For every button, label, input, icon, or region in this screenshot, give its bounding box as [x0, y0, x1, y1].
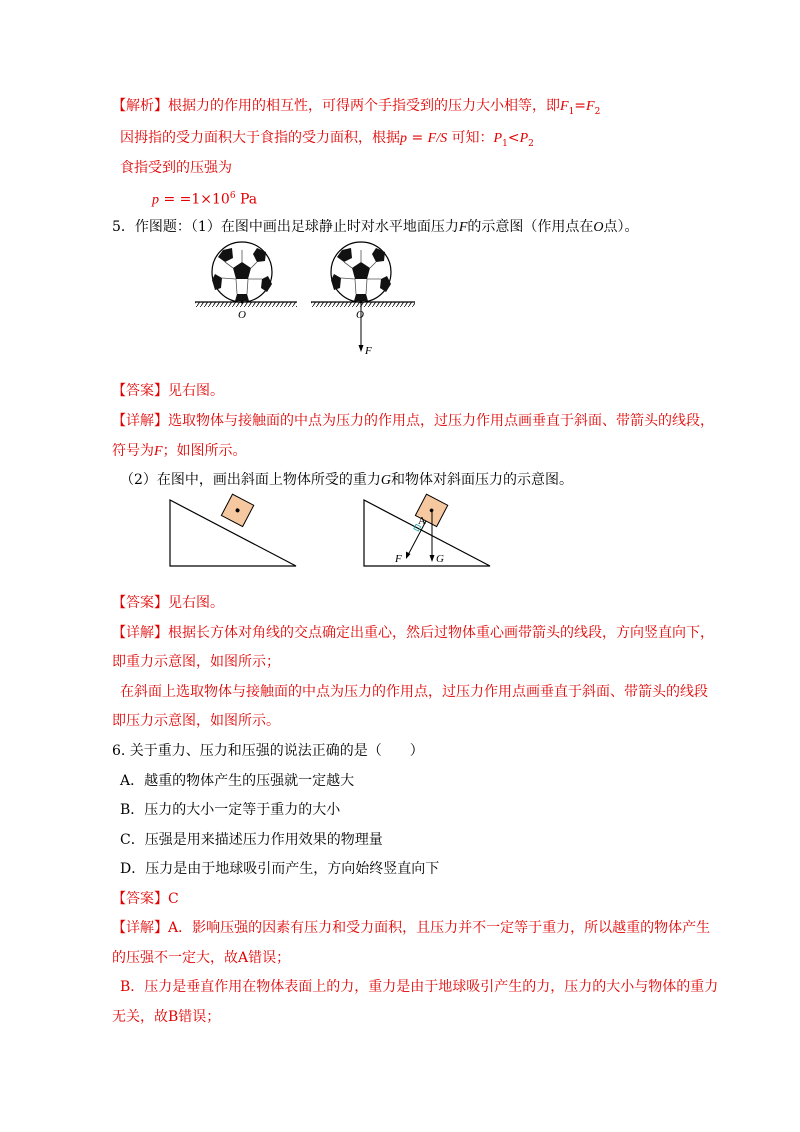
q5-part2-g: G: [380, 473, 392, 488]
equals-sign: =: [574, 98, 587, 114]
gravity-g-label: G: [436, 553, 444, 565]
p2-symbol: P: [519, 131, 529, 146]
detail-1-line-2: [112, 441, 247, 462]
detail-2-tag: 【详解】: [112, 625, 168, 641]
pressure-unit: Pa: [235, 191, 258, 208]
pressure-value: = =1×10: [159, 191, 230, 208]
detail-1-tag: 【详解】: [112, 413, 168, 429]
block-left: [221, 494, 253, 526]
f1-symbol: F: [560, 99, 569, 114]
answer-1: [112, 381, 224, 401]
detail-1-text-2b: ；如图所示。: [162, 443, 247, 459]
answer-2-tag: 【答案】: [112, 595, 168, 611]
q5-stem-text-b: 的示意图（作用点在: [467, 219, 594, 235]
analysis-line-2: [120, 128, 534, 154]
p-symbol: p: [400, 131, 407, 146]
f1-subscript: 1: [568, 106, 575, 117]
answer-1-tag: 【答案】: [112, 383, 168, 399]
q5-part2-stem: [120, 470, 573, 491]
q6-answer-tag: 【答案】: [112, 891, 168, 907]
detail-2-line-1: [112, 623, 714, 643]
q6-detail-a-text: A．影响压强的因素有压力和受力面积，且压力并不一定等于重力，所以越重的物体产生: [168, 920, 711, 936]
q5-stem-o: O: [593, 220, 604, 235]
analysis-text-2: 因拇指的受力面积大于食指的受力面积，根据: [120, 130, 400, 146]
q5-part2-text-b: 和物体对斜面压力的示意图。: [391, 472, 574, 488]
analysis-text-2b: 可知：: [447, 130, 494, 146]
f2-subscript: 2: [594, 106, 601, 117]
q6-option-b: B．压力的大小一定等于重力的大小: [120, 802, 341, 818]
football-right: [331, 242, 391, 302]
point-o-right: O: [356, 309, 364, 321]
equals-text: =: [407, 130, 428, 146]
q5-stem-f: F: [458, 220, 468, 235]
less-than: <: [507, 130, 520, 146]
answer-2: [112, 593, 224, 613]
analysis-text-1: 根据力的作用的相互性，可得两个手指受到的压力大小相等，即: [168, 98, 560, 114]
point-a-label: A: [418, 515, 426, 527]
q6-detail-b-line-2: 无关，故B错误；: [112, 1009, 221, 1025]
force-f-label: F: [365, 345, 372, 357]
q6-detail-b-line-1: B．压力是垂直作用在物体表面上的力，重力是由于地球吸引产生的力，压力的大小与物体的重力: [120, 979, 719, 995]
point-o-left: O: [238, 309, 246, 321]
detail-2-line-4: 即压力示意图，如图所示。: [112, 713, 280, 729]
detail-1-text-2a: 符号为: [112, 443, 154, 459]
analysis-line-3: 食指受到的压强为: [120, 160, 232, 176]
detail-1-line-1: [112, 411, 714, 431]
football-figure: [185, 240, 425, 360]
p1-symbol: P: [493, 131, 503, 146]
answer-1-text: 见右图。: [168, 383, 224, 399]
detail-2-line-2: 即重力示意图，如图所示；: [112, 654, 280, 670]
q5-stem: [112, 217, 639, 238]
q6-option-c: C．压强是用来描述压力作用效果的物理量: [120, 832, 383, 848]
detail-1-text: 选取物体与接触面的中点为压力的作用点，过压力作用点画垂直于斜面、带箭头的线段，: [168, 413, 714, 429]
q6-answer: [112, 889, 179, 909]
detail-2-line-3: 在斜面上选取物体与接触面的中点为压力的作用点，过压力作用点画垂直于斜面、带箭头的线段: [120, 684, 708, 700]
p2-subscript: 2: [528, 138, 534, 149]
answer-2-text: 见右图。: [168, 595, 224, 611]
p1-subscript: 1: [502, 138, 508, 149]
p-symbol-2: p: [152, 192, 159, 208]
analysis-line-1: [112, 96, 600, 122]
q6-detail-a-line-2: 的压强不一定大，故A错误；: [112, 950, 291, 966]
q5-stem-text-c: 点）。: [603, 219, 639, 235]
pressure-f-label: F: [395, 553, 402, 565]
q6-option-d: D．压力是由于地球吸引而产生，方向始终竖直向下: [120, 861, 440, 877]
detail-2-text-1: 根据长方体对角线的交点确定出重心，然后过物体重心画带箭头的线段，方向竖直向下，: [168, 625, 714, 641]
detail-1-f: F: [154, 444, 163, 459]
football-left: [212, 242, 272, 302]
q6-option-a: A．越重的物体产生的压强就一定越大: [120, 773, 355, 789]
q5-stem-text-a: 5．作图题：（1）在图中画出足球静止时对水平地面压力: [112, 219, 459, 235]
q6-stem: 6. 关于重力、压力和压强的说法正确的是（ ）: [112, 743, 424, 759]
q6-detail-a-line-1: [112, 918, 710, 938]
analysis-tag: 【解析】: [112, 98, 168, 114]
q6-detail-tag: 【详解】: [112, 920, 168, 936]
q5-part2-text-a: （2）在图中，画出斜面上物体所受的重力: [120, 472, 381, 488]
incline-figure: [168, 492, 508, 572]
pressure-exponent: 6: [229, 191, 236, 201]
formula-fs: F/S: [427, 131, 448, 146]
analysis-line-4: [152, 186, 257, 211]
f2-symbol: F: [586, 99, 595, 114]
q6-answer-value: C: [168, 891, 179, 907]
